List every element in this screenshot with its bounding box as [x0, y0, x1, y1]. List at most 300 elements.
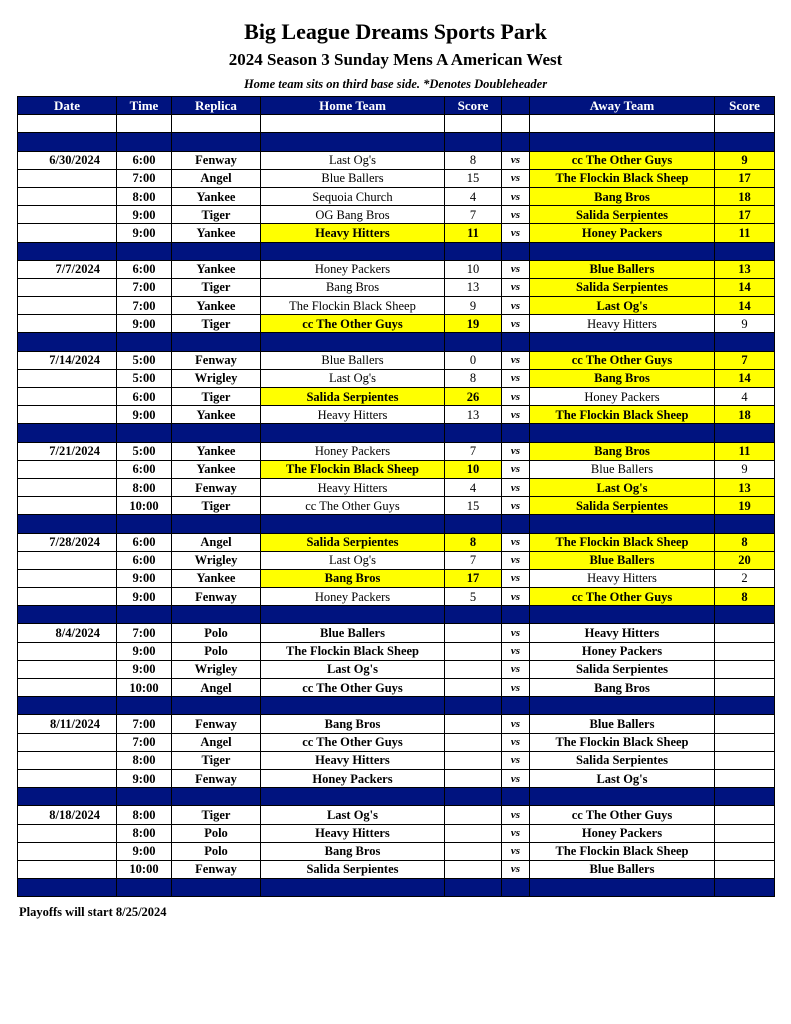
game-row — [18, 388, 775, 406]
vs-label: vs — [502, 169, 530, 187]
field-replica: Tiger — [172, 388, 261, 406]
separator-cell — [715, 424, 775, 442]
game-time: 8:00 — [117, 824, 172, 842]
home-team: cc The Other Guys — [261, 733, 445, 751]
away-score: 11 — [715, 442, 775, 460]
empty-cell — [117, 115, 172, 133]
field-replica: Fenway — [172, 151, 261, 169]
separator-cell — [445, 242, 502, 260]
vs-label: vs — [502, 315, 530, 333]
empty-cell — [715, 115, 775, 133]
away-score — [715, 624, 775, 642]
away-team: Salida Serpientes — [530, 660, 715, 678]
away-score: 13 — [715, 478, 775, 496]
game-row — [18, 842, 775, 860]
away-team: cc The Other Guys — [530, 588, 715, 606]
away-team: Salida Serpientes — [530, 206, 715, 224]
away-team: Heavy Hitters — [530, 624, 715, 642]
home-team: Heavy Hitters — [261, 224, 445, 242]
game-time: 9:00 — [117, 406, 172, 424]
home-team: The Flockin Black Sheep — [261, 642, 445, 660]
separator-cell — [445, 697, 502, 715]
vs-label: vs — [502, 278, 530, 296]
vs-label: vs — [502, 551, 530, 569]
away-score: 4 — [715, 388, 775, 406]
away-score — [715, 642, 775, 660]
game-row — [18, 442, 775, 460]
field-replica: Tiger — [172, 278, 261, 296]
vs-label: vs — [502, 442, 530, 460]
separator-cell — [530, 606, 715, 624]
field-replica: Yankee — [172, 442, 261, 460]
game-row — [18, 806, 775, 824]
away-team: The Flockin Black Sheep — [530, 842, 715, 860]
game-row — [18, 569, 775, 587]
separator-cell — [445, 606, 502, 624]
home-team: Bang Bros — [261, 278, 445, 296]
empty-date-cell — [18, 369, 117, 387]
column-header-away-team: Away Team — [530, 97, 715, 115]
separator-cell — [502, 879, 530, 897]
away-team: Blue Ballers — [530, 551, 715, 569]
separator-cell — [530, 424, 715, 442]
vs-label: vs — [502, 460, 530, 478]
separator-cell — [172, 879, 261, 897]
game-row — [18, 224, 775, 242]
separator-cell — [18, 133, 117, 151]
field-replica: Tiger — [172, 315, 261, 333]
home-team: OG Bang Bros — [261, 206, 445, 224]
vs-label: vs — [502, 588, 530, 606]
separator-cell — [530, 515, 715, 533]
away-score: 9 — [715, 151, 775, 169]
vs-label: vs — [502, 624, 530, 642]
empty-date-cell — [18, 406, 117, 424]
home-score: 9 — [445, 297, 502, 315]
home-score: 10 — [445, 260, 502, 278]
game-date: 7/21/2024 — [18, 442, 117, 460]
field-replica: Yankee — [172, 297, 261, 315]
separator-cell — [261, 424, 445, 442]
season-subtitle: 2024 Season 3 Sunday Mens A American West — [228, 50, 563, 69]
separator-cell — [445, 515, 502, 533]
home-score — [445, 824, 502, 842]
separator-cell — [261, 606, 445, 624]
game-row — [18, 187, 775, 205]
home-score — [445, 860, 502, 878]
field-replica: Polo — [172, 624, 261, 642]
vs-label: vs — [502, 151, 530, 169]
away-team: cc The Other Guys — [530, 806, 715, 824]
home-score: 17 — [445, 569, 502, 587]
home-score: 4 — [445, 478, 502, 496]
field-replica: Angel — [172, 533, 261, 551]
empty-cell — [502, 115, 530, 133]
empty-date-cell — [18, 169, 117, 187]
separator-cell — [445, 879, 502, 897]
field-replica: Yankee — [172, 460, 261, 478]
separator-cell — [18, 697, 117, 715]
game-row — [18, 278, 775, 296]
vs-label: vs — [502, 478, 530, 496]
separator-cell — [502, 788, 530, 806]
empty-date-cell — [18, 206, 117, 224]
game-time: 6:00 — [117, 151, 172, 169]
game-time: 7:00 — [117, 278, 172, 296]
separator-cell — [502, 606, 530, 624]
field-replica: Fenway — [172, 769, 261, 787]
game-row — [18, 533, 775, 551]
vs-label: vs — [502, 679, 530, 697]
schedule-body — [18, 115, 775, 897]
empty-date-cell — [18, 187, 117, 205]
away-score: 18 — [715, 187, 775, 205]
separator-cell — [261, 697, 445, 715]
home-score: 5 — [445, 588, 502, 606]
game-time: 7:00 — [117, 715, 172, 733]
away-score: 13 — [715, 260, 775, 278]
away-team: The Flockin Black Sheep — [530, 733, 715, 751]
home-team: Blue Ballers — [261, 351, 445, 369]
empty-cell — [530, 115, 715, 133]
field-replica: Yankee — [172, 224, 261, 242]
week-separator-band — [18, 606, 775, 624]
vs-label: vs — [502, 388, 530, 406]
game-row — [18, 460, 775, 478]
vs-label: vs — [502, 642, 530, 660]
blank-row — [18, 115, 775, 133]
vs-label: vs — [502, 497, 530, 515]
game-row — [18, 260, 775, 278]
away-score — [715, 751, 775, 769]
separator-cell — [715, 515, 775, 533]
separator-cell — [18, 879, 117, 897]
game-row — [18, 169, 775, 187]
game-time: 10:00 — [117, 497, 172, 515]
game-row — [18, 751, 775, 769]
home-score — [445, 751, 502, 769]
empty-date-cell — [18, 824, 117, 842]
game-time: 9:00 — [117, 642, 172, 660]
game-row — [18, 151, 775, 169]
week-separator-band — [18, 697, 775, 715]
home-score — [445, 715, 502, 733]
separator-cell — [261, 515, 445, 533]
away-team: Salida Serpientes — [530, 497, 715, 515]
field-replica: Fenway — [172, 860, 261, 878]
game-time: 9:00 — [117, 206, 172, 224]
game-date: 7/14/2024 — [18, 351, 117, 369]
separator-cell — [530, 133, 715, 151]
away-score — [715, 769, 775, 787]
home-team: Last Og's — [261, 660, 445, 678]
away-score — [715, 660, 775, 678]
separator-cell — [18, 424, 117, 442]
away-score: 9 — [715, 315, 775, 333]
away-team: Bang Bros — [530, 187, 715, 205]
away-score: 9 — [715, 460, 775, 478]
away-score: 8 — [715, 588, 775, 606]
column-header-time: Time — [117, 97, 172, 115]
home-team: The Flockin Black Sheep — [261, 460, 445, 478]
away-team: Blue Ballers — [530, 860, 715, 878]
home-score — [445, 660, 502, 678]
home-score — [445, 679, 502, 697]
game-row — [18, 769, 775, 787]
game-date: 6/30/2024 — [18, 151, 117, 169]
home-score: 8 — [445, 533, 502, 551]
away-score: 14 — [715, 369, 775, 387]
game-row — [18, 351, 775, 369]
separator-cell — [117, 788, 172, 806]
empty-date-cell — [18, 751, 117, 769]
field-replica: Polo — [172, 642, 261, 660]
game-row — [18, 679, 775, 697]
game-time: 7:00 — [117, 297, 172, 315]
separator-cell — [261, 242, 445, 260]
home-team: Honey Packers — [261, 588, 445, 606]
away-team: Honey Packers — [530, 388, 715, 406]
separator-cell — [530, 242, 715, 260]
field-replica: Tiger — [172, 751, 261, 769]
home-score — [445, 624, 502, 642]
game-time: 10:00 — [117, 860, 172, 878]
home-score: 13 — [445, 278, 502, 296]
home-team: Sequoia Church — [261, 187, 445, 205]
game-date: 8/4/2024 — [18, 624, 117, 642]
game-row — [18, 824, 775, 842]
field-replica: Tiger — [172, 806, 261, 824]
game-time: 9:00 — [117, 315, 172, 333]
schedule-table — [17, 96, 775, 897]
game-time: 6:00 — [117, 388, 172, 406]
game-time: 7:00 — [117, 624, 172, 642]
vs-label: vs — [502, 224, 530, 242]
column-header-replica: Replica — [172, 97, 261, 115]
away-score: 17 — [715, 206, 775, 224]
away-score: 7 — [715, 351, 775, 369]
field-replica: Angel — [172, 679, 261, 697]
home-score — [445, 733, 502, 751]
game-time: 6:00 — [117, 533, 172, 551]
vs-label: vs — [502, 733, 530, 751]
home-team: cc The Other Guys — [261, 315, 445, 333]
game-row — [18, 733, 775, 751]
field-replica: Fenway — [172, 478, 261, 496]
empty-date-cell — [18, 860, 117, 878]
home-score: 7 — [445, 442, 502, 460]
away-team: Last Og's — [530, 478, 715, 496]
empty-date-cell — [18, 478, 117, 496]
away-team: Bang Bros — [530, 369, 715, 387]
column-header-vs — [502, 97, 530, 115]
separator-cell — [117, 606, 172, 624]
field-replica: Polo — [172, 824, 261, 842]
separator-cell — [18, 515, 117, 533]
vs-label: vs — [502, 806, 530, 824]
field-replica: Yankee — [172, 406, 261, 424]
separator-cell — [172, 515, 261, 533]
home-team: Heavy Hitters — [261, 406, 445, 424]
home-score: 13 — [445, 406, 502, 424]
game-time: 5:00 — [117, 442, 172, 460]
game-row — [18, 860, 775, 878]
away-team: Honey Packers — [530, 642, 715, 660]
game-row — [18, 715, 775, 733]
separator-cell — [530, 788, 715, 806]
week-separator-band — [18, 133, 775, 151]
away-score — [715, 806, 775, 824]
game-row — [18, 478, 775, 496]
home-score: 26 — [445, 388, 502, 406]
separator-cell — [172, 788, 261, 806]
separator-cell — [172, 697, 261, 715]
separator-cell — [715, 606, 775, 624]
home-team: Heavy Hitters — [261, 751, 445, 769]
vs-label: vs — [502, 860, 530, 878]
away-score: 19 — [715, 497, 775, 515]
separator-cell — [117, 424, 172, 442]
field-replica: Tiger — [172, 497, 261, 515]
away-team: The Flockin Black Sheep — [530, 406, 715, 424]
away-score: 17 — [715, 169, 775, 187]
home-team: Last Og's — [261, 369, 445, 387]
separator-cell — [18, 788, 117, 806]
home-score: 10 — [445, 460, 502, 478]
separator-cell — [261, 879, 445, 897]
column-header-date: Date — [18, 97, 117, 115]
home-team: cc The Other Guys — [261, 497, 445, 515]
game-row — [18, 297, 775, 315]
empty-date-cell — [18, 588, 117, 606]
home-team: Honey Packers — [261, 769, 445, 787]
away-team: cc The Other Guys — [530, 351, 715, 369]
away-score — [715, 860, 775, 878]
separator-cell — [715, 242, 775, 260]
game-row — [18, 315, 775, 333]
game-time: 9:00 — [117, 588, 172, 606]
home-score — [445, 642, 502, 660]
game-row — [18, 497, 775, 515]
empty-date-cell — [18, 660, 117, 678]
empty-cell — [172, 115, 261, 133]
page-title: Big League Dreams Sports Park — [244, 19, 547, 44]
field-replica: Fenway — [172, 715, 261, 733]
game-time: 8:00 — [117, 751, 172, 769]
away-score: 14 — [715, 278, 775, 296]
game-date: 8/18/2024 — [18, 806, 117, 824]
separator-cell — [445, 133, 502, 151]
empty-cell — [18, 115, 117, 133]
empty-cell — [445, 115, 502, 133]
game-date: 8/11/2024 — [18, 715, 117, 733]
away-score: 2 — [715, 569, 775, 587]
vs-label: vs — [502, 533, 530, 551]
empty-date-cell — [18, 297, 117, 315]
home-team: Bang Bros — [261, 569, 445, 587]
separator-cell — [172, 242, 261, 260]
separator-cell — [530, 879, 715, 897]
separator-cell — [261, 333, 445, 351]
empty-date-cell — [18, 842, 117, 860]
separator-cell — [445, 424, 502, 442]
home-score: 15 — [445, 497, 502, 515]
vs-label: vs — [502, 569, 530, 587]
separator-cell — [715, 133, 775, 151]
away-score: 20 — [715, 551, 775, 569]
home-team: Last Og's — [261, 806, 445, 824]
home-score: 0 — [445, 351, 502, 369]
away-score: 11 — [715, 224, 775, 242]
game-time: 5:00 — [117, 351, 172, 369]
field-replica: Wrigley — [172, 369, 261, 387]
home-team: Heavy Hitters — [261, 824, 445, 842]
game-time: 6:00 — [117, 551, 172, 569]
game-date: 7/7/2024 — [18, 260, 117, 278]
empty-date-cell — [18, 679, 117, 697]
vs-label: vs — [502, 406, 530, 424]
away-team: Salida Serpientes — [530, 751, 715, 769]
field-replica: Wrigley — [172, 660, 261, 678]
field-replica: Fenway — [172, 351, 261, 369]
home-score: 15 — [445, 169, 502, 187]
separator-cell — [530, 333, 715, 351]
field-replica: Yankee — [172, 569, 261, 587]
separator-cell — [117, 333, 172, 351]
playoffs-note: Playoffs will start 8/25/2024 — [19, 905, 167, 919]
game-time: 8:00 — [117, 187, 172, 205]
away-team: Last Og's — [530, 769, 715, 787]
home-score — [445, 842, 502, 860]
separator-cell — [502, 242, 530, 260]
separator-cell — [502, 133, 530, 151]
away-score: 8 — [715, 533, 775, 551]
separator-cell — [502, 697, 530, 715]
week-separator-band — [18, 879, 775, 897]
home-score: 4 — [445, 187, 502, 205]
vs-label: vs — [502, 351, 530, 369]
column-header-home-score: Score — [445, 97, 502, 115]
game-row — [18, 551, 775, 569]
game-row — [18, 588, 775, 606]
separator-cell — [117, 242, 172, 260]
away-score: 18 — [715, 406, 775, 424]
empty-date-cell — [18, 388, 117, 406]
away-team: Honey Packers — [530, 224, 715, 242]
separator-cell — [172, 424, 261, 442]
home-team: Heavy Hitters — [261, 478, 445, 496]
field-replica: Polo — [172, 842, 261, 860]
game-time: 5:00 — [117, 369, 172, 387]
game-time: 9:00 — [117, 769, 172, 787]
home-team: Salida Serpientes — [261, 388, 445, 406]
vs-label: vs — [502, 369, 530, 387]
table-header-row — [18, 97, 775, 115]
vs-label: vs — [502, 769, 530, 787]
field-replica: Yankee — [172, 187, 261, 205]
game-row — [18, 660, 775, 678]
home-team: Salida Serpientes — [261, 860, 445, 878]
separator-cell — [445, 333, 502, 351]
empty-date-cell — [18, 569, 117, 587]
game-time: 6:00 — [117, 460, 172, 478]
separator-cell — [445, 788, 502, 806]
home-team: Last Og's — [261, 551, 445, 569]
game-time: 8:00 — [117, 806, 172, 824]
separator-cell — [18, 606, 117, 624]
week-separator-band — [18, 333, 775, 351]
empty-date-cell — [18, 642, 117, 660]
